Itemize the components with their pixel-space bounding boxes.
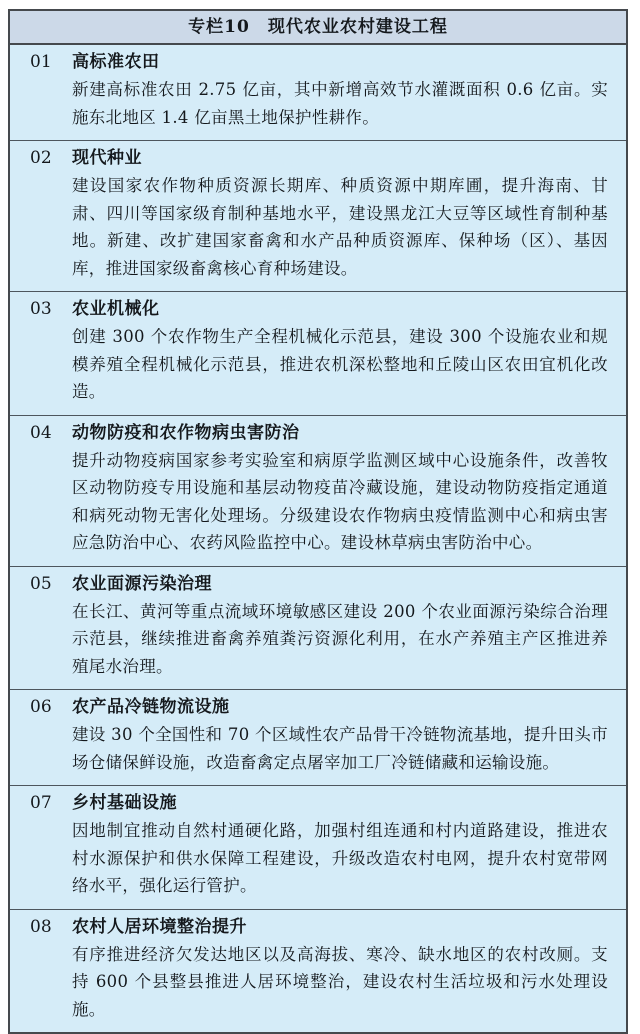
row-head xyxy=(30,571,608,598)
column-box-panel xyxy=(8,9,628,1034)
row-heading: 农业机械化 xyxy=(72,299,160,319)
panel-title-band xyxy=(10,11,626,45)
row-number: 03 xyxy=(30,299,52,319)
row-head xyxy=(30,914,608,941)
table-row xyxy=(10,909,626,1033)
panel-title: 专栏10 现代农业农村建设工程 xyxy=(188,17,448,37)
row-body: 创建 300 个农作物生产全程机械化示范县，建设 300 个设施农业和规模养殖全程机械化示范县，推进农机深松整地和丘陵山区农田宜机化改造。 xyxy=(72,327,608,401)
row-number: 08 xyxy=(30,916,52,937)
row-heading: 动物防疫和农作物病虫害防治 xyxy=(72,422,300,443)
row-head xyxy=(30,694,608,721)
table-row xyxy=(10,45,626,140)
row-number: 07 xyxy=(30,793,52,813)
row-body: 建设国家农作物种质资源长期库、种质资源中期库圃，提升海南、甘肃、四川等国家级育制种基地水平，建设黑龙江大豆等区域性育制种基地。新建、改扩建国家畜禽和水产品种质资源库、保种场（区）、基因库，推进国家级畜禽核心育种场建设。 xyxy=(72,176,608,278)
table-row xyxy=(10,566,626,690)
row-heading: 高标准农田 xyxy=(72,52,160,72)
row-number: 04 xyxy=(30,422,52,443)
row-heading: 乡村基础设施 xyxy=(72,793,177,813)
row-head xyxy=(30,296,608,323)
row-number: 06 xyxy=(30,697,52,717)
row-head xyxy=(30,790,608,817)
row-number: 02 xyxy=(30,148,52,168)
row-body: 建设 30 个全国性和 70 个区域性农产品骨干冷链物流基地，提升田头市场仓储保鲜设施，改造畜禽定点屠宰加工厂冷链储藏和运输设施。 xyxy=(72,725,608,772)
table-row xyxy=(10,785,626,909)
row-body: 提升动物疫病国家参考实验室和病原学监测区域中心设施条件，改善牧区动物防疫专用设施和基层动物疫苗冷藏设施，建设动物防疫指定通道和病死动物无害化处理场。分级建设农作物病虫疫情监测中心和病虫害应急防治中心、农药风险监控中心。建设林草病虫害防治中心。 xyxy=(72,450,608,552)
row-body: 新建高标准农田 2.75 亿亩，其中新增高效节水灌溉面积 0.6 亿亩。实施东北地区 1.4 亿亩黑土地保护性耕作。 xyxy=(72,80,608,127)
table-row xyxy=(10,689,626,785)
row-heading: 现代种业 xyxy=(72,148,142,168)
row-body: 有序推进经济欠发达地区以及高海拔、寒冷、缺水地区的农村改厕。支持 600 个县整县推进人居环境整治，建设农村生活垃圾和污水处理设施。 xyxy=(72,944,608,1019)
row-head xyxy=(30,49,608,76)
row-head xyxy=(30,145,608,172)
table-row xyxy=(10,291,626,415)
table-row xyxy=(10,415,626,566)
rows xyxy=(10,45,626,1032)
row-body: 在长江、黄河等重点流域环境敏感区建设 200 个农业面源污染综合治理示范县，继续推进畜禽养殖粪污资源化利用，在水产养殖主产区推进养殖尾水治理。 xyxy=(72,601,608,676)
table-row xyxy=(10,140,626,291)
row-heading: 农产品冷链物流设施 xyxy=(72,697,230,717)
row-body: 因地制宜推动自然村通硬化路，加强村组连通和村内道路建设，推进农村水源保护和供水保障工程建设，升级改造农村电网，提升农村宽带网络水平，强化运行管护。 xyxy=(72,821,608,895)
row-number: 05 xyxy=(30,573,52,594)
row-head xyxy=(30,420,608,447)
row-heading: 农村人居环境整治提升 xyxy=(72,916,247,937)
row-heading: 农业面源污染治理 xyxy=(72,573,212,594)
row-number: 01 xyxy=(30,52,52,72)
